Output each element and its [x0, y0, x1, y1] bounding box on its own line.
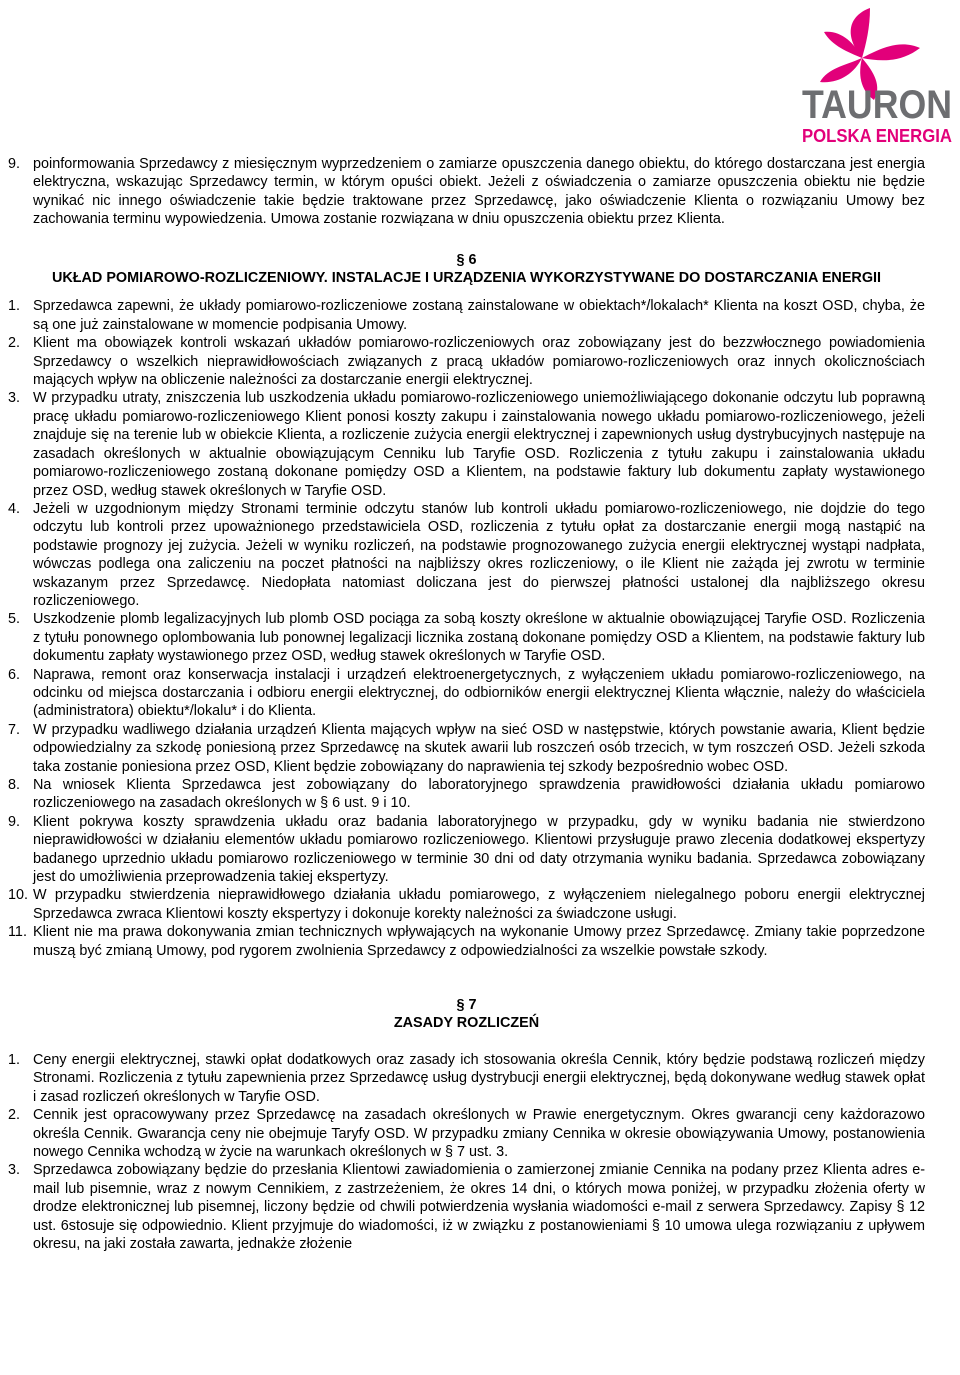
list-number: 1.	[8, 1051, 21, 1068]
list-item-text: Sprzedawca zobowiązany będzie do przesłania Klientowi zawiadomienia o zamierzonej zmianie Cennika na podany przez Klienta adres e-mail lub pisemnie, wraz z nowym Cennikiem, z zastrzeżeniem, że okres 14 dni, o których mowa poniżej, w przypadku złożenia oferty w drodze elektronicznej lub pisemnej, liczony będzie od chwili potwierdzenia wysłania wiadomości e-mail z serwera Sprzedawcy. Zapisy § 12 ust. 6stosuje się odpowiednio. Klient przyjmuje do wiadomości, iż w związku z postanowieniami § 10 umowa ulega rozwiązaniu z upływem okresu, na jaki została zawarta, jednakże złożenie	[33, 1162, 925, 1252]
list-item-text: Ceny energii elektrycznej, stawki opłat dodatkowych oraz zasady ich stosowania określa Cennik, który będzie podstawą rozliczeń między Stronami. Rozliczenia z tytułu zapewnienia przez Sprzedawcę usług dystrybucji energii elektrycznej, będą dokonywane według stawek opłat i zasad rozliczeń określonych w Taryfie OSD.	[33, 1051, 925, 1105]
list-item	[8, 1106, 925, 1161]
list-item-text: Na wniosek Klienta Sprzedawca jest zobowiązany do laboratoryjnego sprawdzenia prawidłowości działania układu pomiarowo rozliczeniowego na zasadach określonych w § 6 ust. 9 i 10.	[33, 777, 925, 812]
list-number: 3.	[8, 390, 21, 407]
list-item	[8, 813, 925, 887]
list-item	[8, 297, 925, 334]
paragraph-text: poinformowania Sprzedawcy z miesięcznym wyprzedzeniem o zamiarze opuszczenia danego obiektu, do którego dostarczana jest energia elektryczna, wskazując Sprzedawcy termin, w którym opuści obiekt. Jeżeli z oświadczenia o zamiarze opuszczenia obiektu nie będzie wynikać nic innego oświadczenie takie będzie traktowane przez Sprzedawcę, jako oświadczenie Klienta o rozwiązaniu Umowy bez zachowania terminu wypowiedzenia. Umowa zostanie rozwiązana w dniu opuszczenia obiektu przez Klienta.	[33, 156, 925, 228]
logo-subtitle: POLSKA ENERGIA	[802, 126, 952, 146]
list-number: 2.	[8, 1107, 21, 1124]
list-item	[8, 666, 925, 721]
list-item-text: Sprzedawca zapewni, że układy pomiarowo-rozliczeniowe zostaną zainstalowane w obiektach*/lokalach* Klienta na koszt OSD, chyba, że są one już zainstalowane w momencie podpisania Umowy.	[33, 298, 925, 333]
list-number: 7.	[8, 721, 21, 738]
list-number: 4.	[8, 500, 21, 517]
list-number: 9.	[8, 813, 21, 830]
list-number: 8.	[8, 777, 21, 793]
list-number: 11.	[8, 924, 27, 941]
list-number: 2.	[8, 335, 21, 352]
list-number: 1.	[8, 298, 21, 315]
list-item-text: Klient nie ma prawa dokonywania zmian technicznych wpływających na wykonanie Umowy przez Sprzedawcę. Zmiany takie poprzedzone muszą być zmianą Umowy, pod rygorem zwolnienia Sprzedawcy z odpowiedzialności za wszelkie powstałe szkody.	[33, 924, 925, 959]
list-item	[8, 500, 925, 610]
list-number: 6.	[8, 666, 21, 683]
section-title: ZASADY ROZLICZEŃ	[393, 1015, 540, 1032]
section-7-list	[8, 1051, 925, 1253]
section-mark: § 7	[456, 997, 477, 1014]
list-item	[8, 610, 925, 665]
section-6-heading	[8, 251, 925, 288]
list-item	[8, 776, 925, 813]
list-item	[8, 923, 925, 960]
list-number: 9.	[8, 156, 21, 172]
list-item-text: W przypadku stwierdzenia nieprawidłowego działania układu pomiarowego, z wyłączeniem nielegalnego poboru energii elektrycznej Sprzedawca zwraca Klientowi koszty ekspertyzy i dokonuje korekty należności za świadczone usługi.	[33, 887, 925, 922]
section-6-list	[8, 297, 925, 960]
list-item	[8, 721, 925, 776]
list-item-text: Jeżeli w uzgodnionym między Stronami terminie odczytu stanów lub kontroli układu pomiarowo-rozliczeniowego, nie dojdzie do tego odczytu lub kontroli przez upoważnionego przedstawiciela OSD, rozliczenia z tytułu opłat za dostarczanie energii mogą nastąpić na podstawie prognozy jej zużycia. Jeżeli w wyniku rozliczeń, na podstawie prognozowanego zużycia energii elektrycznej wystąpi nadpłata, wówczas podlega ona zaliczeniu na poczet płatności na najbliższy okres rozliczeniowy, o ile Klient nie zażąda jej zwrotu w terminie wskazanym przez Sprzedawcę. Niedopłata natomiast doliczana jest do pierwszej płatności ustalonej dla najbliższego okresu rozliczeniowego.	[33, 500, 925, 609]
list-item-text: Klient pokrywa koszty sprawdzenia układu oraz badania laboratoryjnego w przypadku, gdy w wyniku badania nie stwierdzono nieprawidłowości w działaniu elementów układu pomiarowo rozliczeniowego. Klientowi przysługuje prawo zlecenia dodatkowej ekspertyzy badanego uprzednio układu pomiarowo rozliczeniowego w terminie 30 dni od daty otrzymania wyniku badania. Sprzedawca zobowiązany jest do umożliwienia przeprowadzenia takiej ekspertyzy.	[33, 813, 925, 886]
list-item	[8, 389, 925, 499]
list-item-text: W przypadku utraty, zniszczenia lub uszkodzenia układu pomiarowo-rozliczeniowego uniemożliwiającego dokonanie odczytu lub poprawną pracę układu pomiarowo-rozliczeniowego Klient ponosi koszty zakupu i zainstalowania nowego układu pomiarowo-rozliczeniowego, jeżeli znajduje się na terenie lub w obiekcie Klienta, a rozliczenie zużycia energii elektrycznej i zapewnionych usług dystrybucyjnych następuje na zasadach określonych w aktualnie obowiązującym Cenniku lub Taryfie OSD. Rozliczenia z tytułu zakupu i zainstalowania układu pomiarowo-rozliczeniowego zostaną dokonane pomiędzy OSD a Klientem, na podstawie faktury lub dokumentu zapłaty wystawionego przez OSD, według stawek określonych w Taryfie OSD.	[33, 390, 925, 499]
list-item-text: Klient ma obowiązek kontroli wskazań układów pomiarowo-rozliczeniowych oraz zobowiązany jest do bezzwłocznego powiadomienia Sprzedawcy o wszelkich nieprawidłowościach związanych z pracą układów pomiarowo-rozliczeniowych oraz innych okolicznościach mających wpływ na obliczenie należności za dostarczanie energii elektrycznej.	[33, 335, 925, 389]
section-7-heading	[8, 996, 925, 1033]
list-item	[8, 1161, 925, 1253]
list-number: 10.	[8, 887, 29, 904]
section-mark: § 6	[456, 251, 477, 268]
list-item-text: Uszkodzenie plomb legalizacyjnych lub plomb OSD pociąga za sobą koszty określone w aktualnie obowiązującej Taryfie OSD. Rozliczenia z tytułu ponownego oplombowania lub ponownej legalizacji licznika zostaną dokonane pomiędzy OSD a Klientem, na podstawie faktury lub dokumentu zapłaty wystawionego przez OSD, według stawek określonych w Taryfie OSD.	[33, 611, 925, 665]
list-number: 5.	[8, 611, 21, 628]
tauron-logo	[762, 6, 954, 148]
list-item	[8, 334, 925, 389]
list-item-text: Naprawa, remont oraz konserwacja instalacji i urządzeń elektroenergetycznych, z wyłączeniem układu pomiarowo-rozliczeniowego, na odcinku od miejsca dostarczania i odbioru energii elektrycznej, do odbiorników energii elektrycznej Klienta włącznie, należy do właściciela (administratora) obiektu*/lokalu* i do Klienta.	[33, 666, 925, 720]
logo-brand: TAURON	[802, 83, 952, 127]
list-item	[8, 1051, 925, 1106]
list-number: 3.	[8, 1162, 21, 1179]
list-item-text: W przypadku wadliwego działania urządzeń Klienta mających wpływ na sieć OSD w następstwie, których powstanie awaria, Klient będzie odpowiedzialny za szkodę poniesioną przez Sprzedawcę na skutek awarii lub roszczeń osób trzecich, w tym roszczeń OSD. Jeżeli szkoda taka zostanie poniesiona przez OSD, Klient będzie zobowiązany do naprawienia tej szkody bezpośrednio wobec OSD.	[33, 721, 925, 775]
section-title: UKŁAD POMIAROWO-ROZLICZENIOWY. INSTALACJE I URZĄDZENIA WYKORZYSTYWANE DO DOSTARCZANIA ENERGII	[51, 270, 882, 287]
list-item	[8, 886, 925, 923]
intro-paragraph	[8, 155, 925, 229]
list-item-text: Cennik jest opracowywany przez Sprzedawcę na zasadach określonych w Prawie energetycznym. Okres gwarancji ceny każdorazowo określa Cennik. Gwarancja ceny nie obejmuje Taryfy OSD. W przypadku zmiany Cennika w okresie obowiązywania Umowy, postanowienia nowego Cennika wchodzą w życie na warunkach określonych w § 7 ust. 3.	[33, 1107, 925, 1160]
document-body	[8, 155, 925, 1253]
